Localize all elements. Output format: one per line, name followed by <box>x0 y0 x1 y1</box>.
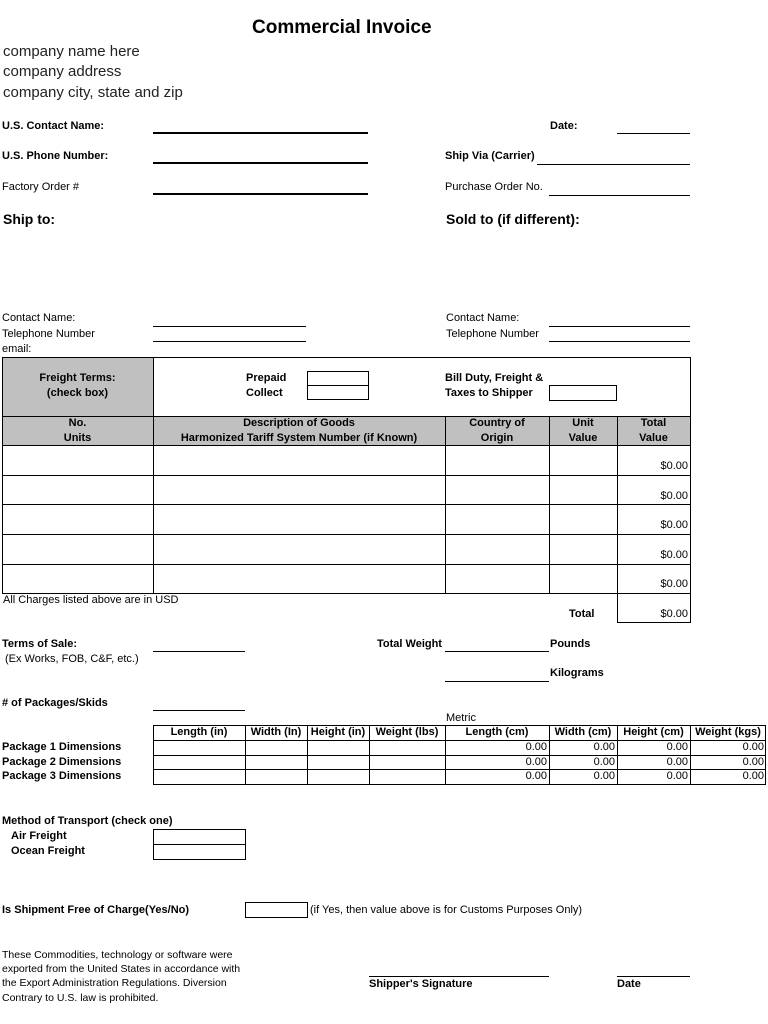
charges-note: All Charges listed above are in USD <box>3 594 179 606</box>
row-total-value: $0.00 <box>660 578 688 590</box>
header-origin: Origin <box>480 432 514 444</box>
page-title: Commercial Invoice <box>252 17 432 38</box>
ocean-freight-label: Ocean Freight <box>11 845 85 857</box>
bill-duty-label-2: Taxes to Shipper <box>445 387 533 399</box>
header-description: Description of Goods <box>243 417 355 429</box>
us-contact-name-field[interactable] <box>153 132 368 134</box>
sold-to-contact-field[interactable] <box>549 326 690 327</box>
purchase-order-label: Purchase Order No. <box>445 181 543 193</box>
factory-order-field[interactable] <box>153 193 368 195</box>
header-unit: Unit <box>572 417 594 429</box>
freight-terms-label: Freight Terms: <box>39 372 116 384</box>
ship-to-email-label: email: <box>2 343 32 355</box>
metric-label: Metric <box>446 712 476 724</box>
us-phone-label: U.S. Phone Number: <box>2 150 109 162</box>
air-freight-checkbox[interactable] <box>153 829 246 845</box>
export-statement-line: Contrary to U.S. law is prohibited. <box>2 992 159 1004</box>
date-field[interactable] <box>617 133 690 134</box>
signature-label: Shipper's Signature <box>369 978 473 990</box>
pkg1-width-cm: 0.00 <box>593 741 615 753</box>
total-weight-label: Total Weight <box>377 638 442 650</box>
sold-to-contact-label: Contact Name: <box>446 312 520 324</box>
ocean-freight-checkbox[interactable] <box>153 844 246 860</box>
grand-total-value: $0.00 <box>660 608 688 620</box>
dim-header-height-in: Height (in) <box>310 726 366 738</box>
dim-header-width-cm: Width (cm) <box>554 726 612 738</box>
dim-input-row[interactable] <box>154 756 444 769</box>
packages-field[interactable] <box>153 710 245 711</box>
header-total: Total <box>640 417 667 429</box>
air-freight-label: Air Freight <box>11 830 67 842</box>
dim-header-length-cm: Length (cm) <box>465 726 529 738</box>
sold-to-telephone-label: Telephone Number <box>446 328 539 340</box>
company-address: company address <box>3 63 122 80</box>
table-row[interactable] <box>3 565 690 593</box>
ship-to-contact-field[interactable] <box>153 326 306 327</box>
ship-to-telephone-field[interactable] <box>153 341 306 342</box>
pkg3-height-cm: 0.00 <box>666 770 688 782</box>
pkg2-weight-kgs: 0.00 <box>742 756 764 768</box>
ship-via-label: Ship Via (Carrier) <box>445 150 535 162</box>
freight-terms-hint: (check box) <box>46 387 109 399</box>
bill-duty-checkbox[interactable] <box>549 385 617 401</box>
free-of-charge-note: (if Yes, then value above is for Customs Purposes Only) <box>310 904 583 916</box>
header-total-value: Value <box>639 432 668 444</box>
dim-input-row[interactable] <box>154 741 444 755</box>
table-row[interactable] <box>3 446 690 475</box>
dim-header-weight-lbs: Weight (lbs) <box>375 726 439 738</box>
pkg1-height-cm: 0.00 <box>666 741 688 753</box>
pkg2-height-cm: 0.00 <box>666 756 688 768</box>
company-city-state-zip: company city, state and zip <box>3 84 183 101</box>
export-statement-line: the Export Administration Regulations. Diversion <box>2 977 227 989</box>
terms-of-sale-field[interactable] <box>153 651 245 652</box>
export-statement-line: exported from the United States in accordance with <box>2 963 241 975</box>
pounds-label: Pounds <box>550 638 591 650</box>
total-weight-kg-field[interactable] <box>445 681 549 682</box>
prepaid-checkbox[interactable] <box>307 371 369 386</box>
ship-via-field[interactable] <box>537 164 690 165</box>
export-statement-line: These Commodities, technology or software were <box>2 949 233 961</box>
purchase-order-field[interactable] <box>549 195 690 196</box>
table-row[interactable] <box>3 535 690 564</box>
row-total-value: $0.00 <box>660 519 688 531</box>
terms-of-sale-label: Terms of Sale: <box>2 638 77 650</box>
dim-input-row[interactable] <box>154 770 444 784</box>
pkg1-weight-kgs: 0.00 <box>742 741 764 753</box>
free-of-charge-input[interactable] <box>245 902 308 918</box>
terms-examples: (Ex Works, FOB, C&F, etc.) <box>5 653 139 665</box>
pkg1-length-cm: 0.00 <box>525 741 547 753</box>
table-row[interactable] <box>3 505 690 534</box>
factory-order-label: Factory Order # <box>2 181 80 193</box>
ship-to-contact-label: Contact Name: <box>2 312 76 324</box>
sold-to-label: Sold to (if different): <box>446 211 580 227</box>
us-phone-field[interactable] <box>153 162 368 164</box>
signature-date-label: Date <box>617 978 641 990</box>
grand-total-label: Total <box>569 608 595 620</box>
ship-to-telephone-label: Telephone Number <box>2 328 95 340</box>
packages-label: # of Packages/Skids <box>2 697 108 709</box>
pkg2-width-cm: 0.00 <box>593 756 615 768</box>
table-row[interactable] <box>3 476 690 504</box>
pkg3-length-cm: 0.00 <box>525 770 547 782</box>
row-total-value: $0.00 <box>660 490 688 502</box>
total-weight-pounds-field[interactable] <box>445 651 549 652</box>
header-no: No. <box>68 417 87 429</box>
pkg2-length-cm: 0.00 <box>525 756 547 768</box>
header-hts-number: Harmonized Tariff System Number (if Known) <box>180 432 418 444</box>
row-total-value: $0.00 <box>660 460 688 472</box>
kilograms-label: Kilograms <box>550 667 604 679</box>
collect-label: Collect <box>246 387 283 399</box>
row-total-value: $0.00 <box>660 549 688 561</box>
signature-line[interactable] <box>369 976 549 977</box>
dim-header-weight-kgs: Weight (kgs) <box>695 726 761 738</box>
header-country: Country of <box>469 417 525 429</box>
package-3-label: Package 3 Dimensions <box>2 770 122 782</box>
pkg3-weight-kgs: 0.00 <box>742 770 764 782</box>
dim-header-width-in: Width (In) <box>250 726 302 738</box>
bill-duty-label: Bill Duty, Freight & <box>445 372 544 384</box>
package-1-label: Package 1 Dimensions <box>2 741 122 753</box>
signature-date-line[interactable] <box>617 976 690 977</box>
us-contact-name-label: U.S. Contact Name: <box>2 120 105 132</box>
ship-to-label: Ship to: <box>3 211 56 227</box>
sold-to-telephone-field[interactable] <box>549 341 690 342</box>
header-units: Units <box>63 432 92 444</box>
date-label: Date: <box>550 120 578 132</box>
company-name: company name here <box>3 43 140 60</box>
free-of-charge-label: Is Shipment Free of Charge(Yes/No) <box>2 904 190 916</box>
prepaid-label: Prepaid <box>246 372 287 384</box>
collect-checkbox[interactable] <box>307 385 369 400</box>
dim-header-height-cm: Height (cm) <box>623 726 684 738</box>
package-2-label: Package 2 Dimensions <box>2 756 122 768</box>
transport-label: Method of Transport (check one) <box>2 815 173 827</box>
dim-header-length-in: Length (in) <box>170 726 228 738</box>
pkg3-width-cm: 0.00 <box>593 770 615 782</box>
header-unit-value: Value <box>568 432 598 444</box>
